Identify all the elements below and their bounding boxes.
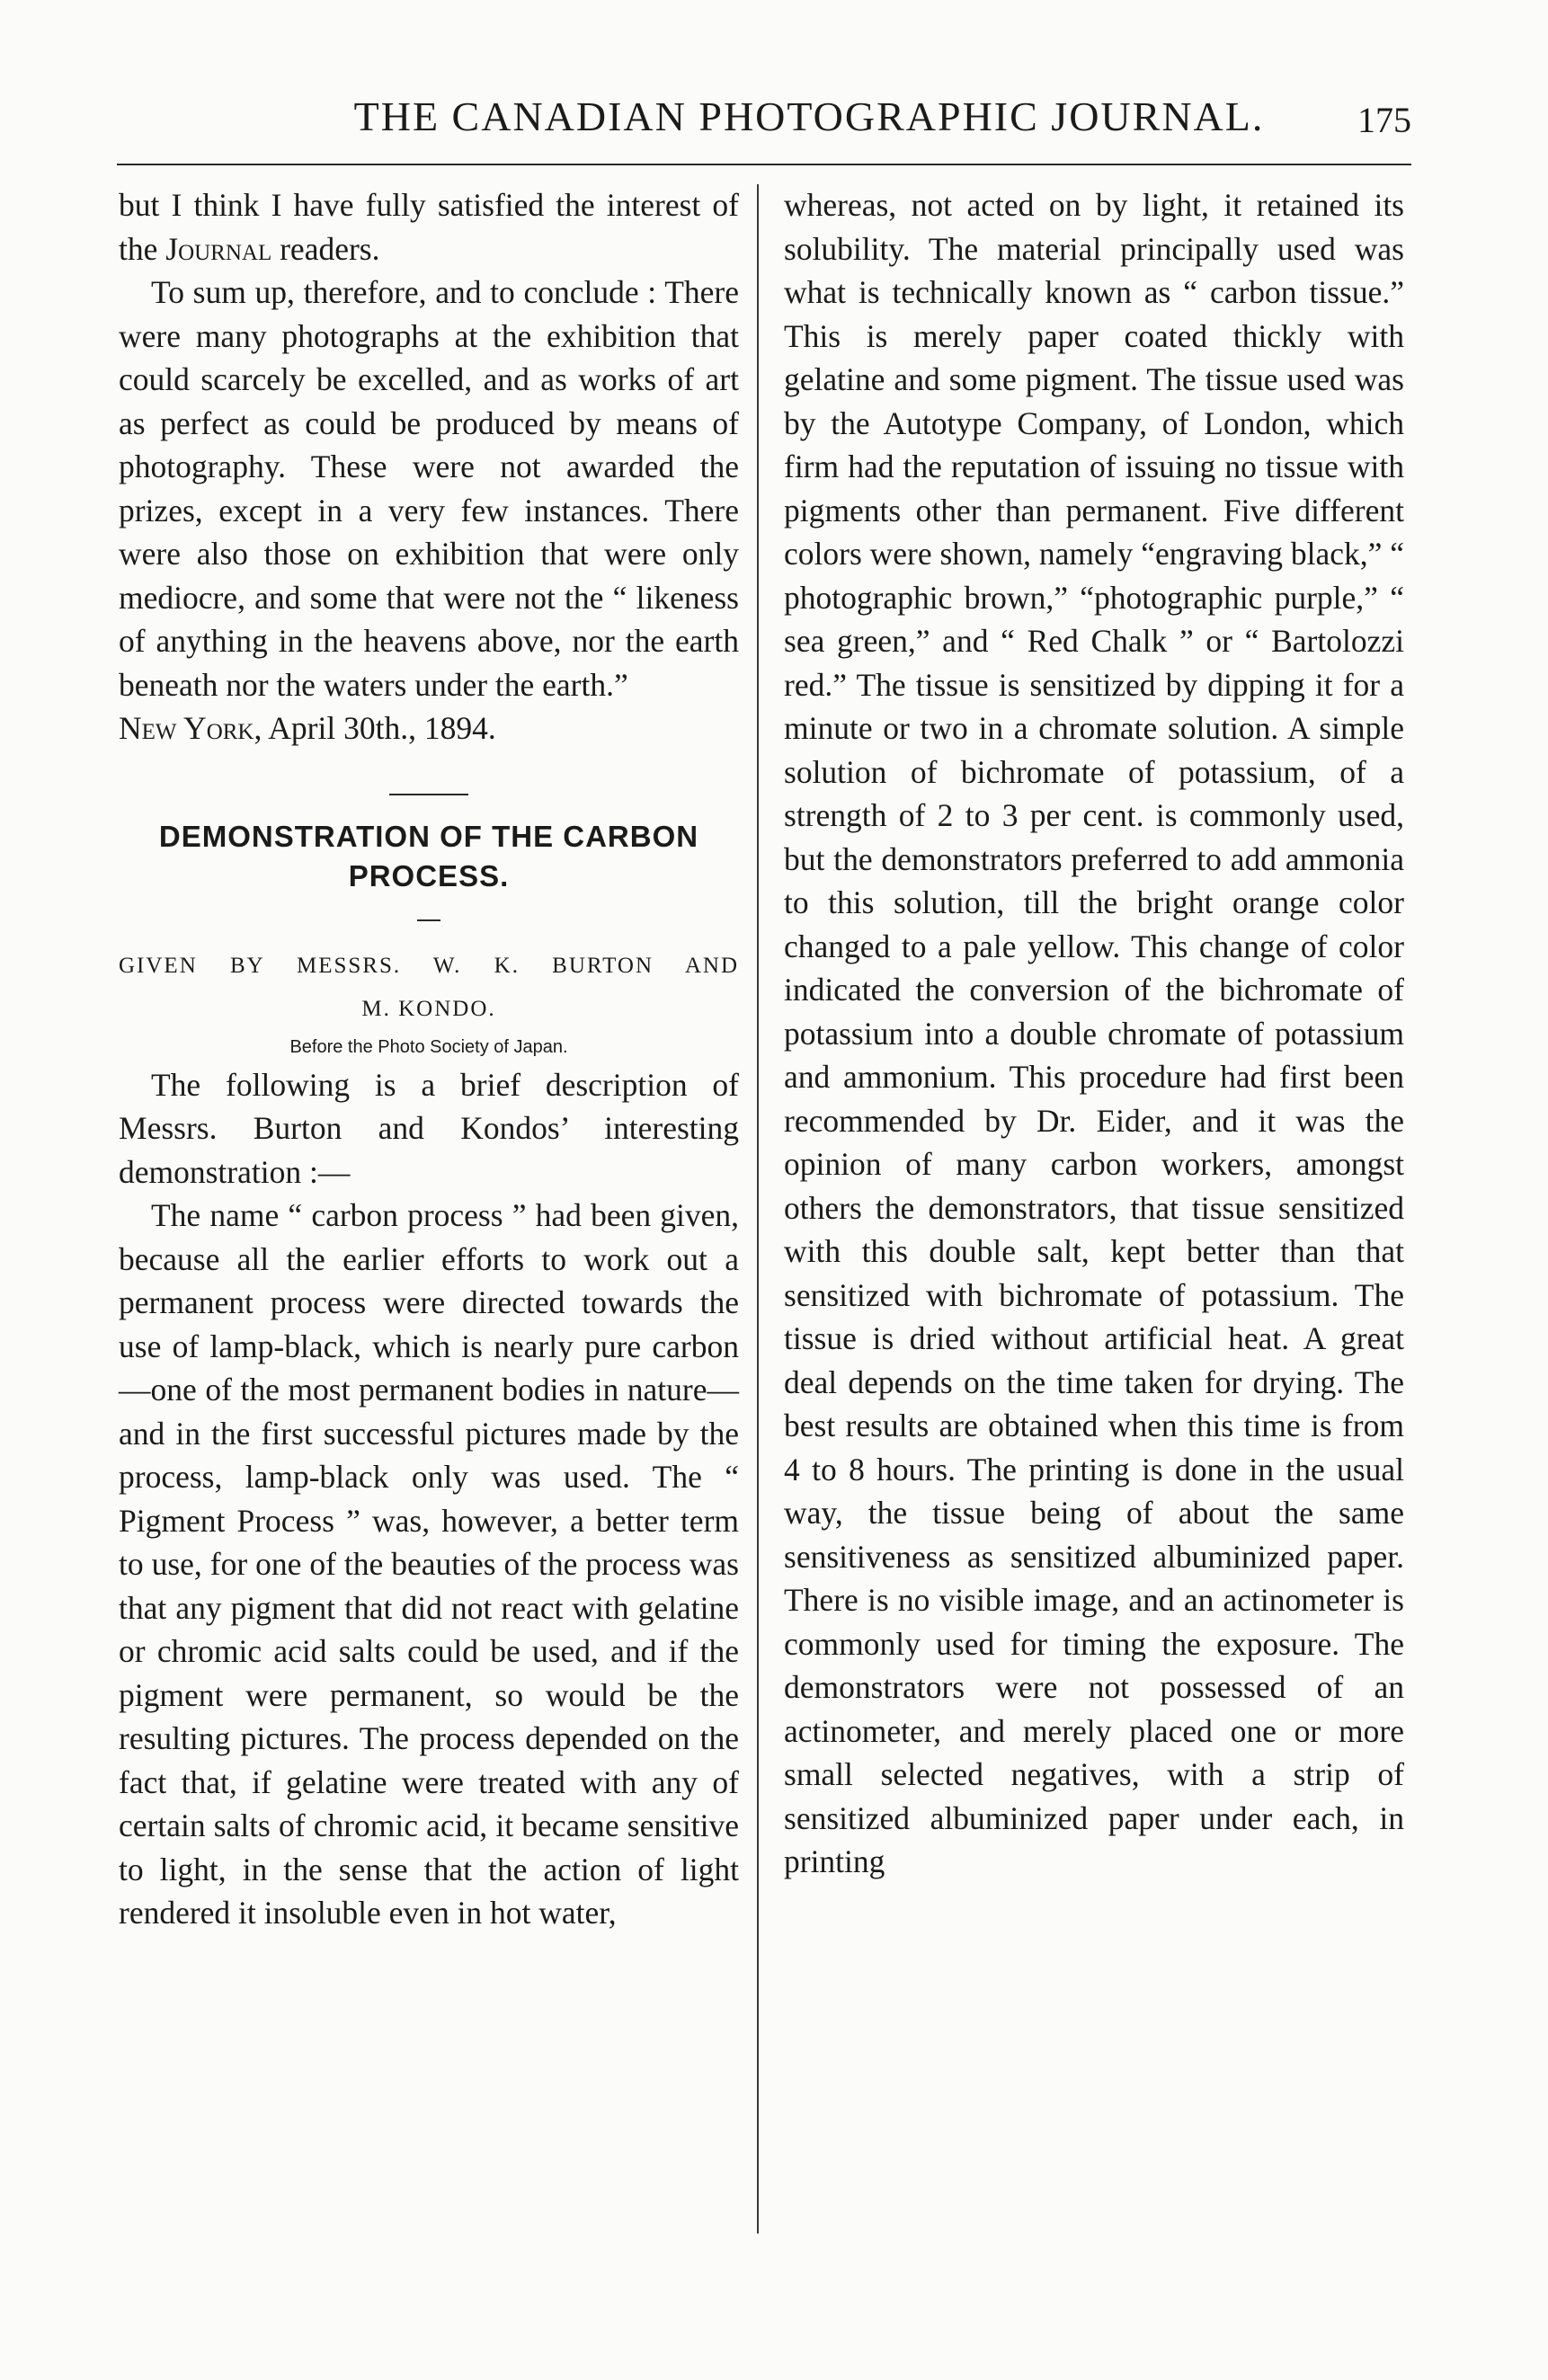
text-run: readers. (271, 230, 380, 267)
section-title-line: DEMONSTRATION OF THE CARBON (158, 819, 699, 853)
signoff (119, 706, 739, 750)
paragraph: whereas, not acted on by light, it retained its solubility. The material principally used was what is technically known as “ carbon tissue.” This is merely paper coated thickly with gelatine and some pigment. The tissue used was by the Autotype Company, of London, which firm had the reputation of issuing no tissue with pigments other than permanent. Five different colors were shown, namely “engraving black,” “ photographic brown,” “photographic purple,” “ sea green,” and “ Red Chalk ” or “ Bartolozzi red.” The tissue is sensitized by dipping it for a minute or two in a chromate solution. A simple solution of bichromate of potassium, of a strength of 2 to 3 per cent. is commonly used, but the demonstrators preferred to add ammonia to this solution, till the bright orange color changed to a pale yellow. This change of color indicated the conversion of the bichromate of potassium into a double chromate of potassium and ammonium. This procedure had first been recommended by Dr. Eider, and it was the opinion of many carbon workers, amongst others the demonstrators, that tissue sensitized with this double salt, kept better than that sensitized with bichromate of potassium. The tissue is dried without artificial heat. A great deal depends on the time taken for drying. The best results are obtained when this time is from 4 to 8 hours. The printing is done in the usual way, the tissue being of about the same sensitiveness as sensitized albuminized paper. There is no visible image, and an actinometer is commonly used for timing the exposure. The demonstrators were not possessed of an actinometer, and merely placed one or more small selected negatives, with a strip of sensitized albuminized paper under each, in printing (784, 187, 1405, 1879)
right-column (784, 183, 1404, 1884)
running-head (117, 90, 1411, 144)
journal-name: Journal (165, 230, 272, 267)
page-number: 175 (1357, 100, 1411, 140)
section-divider (389, 794, 468, 795)
byline-line: M. KONDO. (361, 996, 496, 1021)
byline (119, 945, 739, 1031)
column-divider (757, 184, 759, 2233)
section-title (119, 817, 739, 896)
header-rule (117, 164, 1411, 165)
section-title-line: PROCESS. (348, 858, 510, 892)
running-title: THE CANADIAN PHOTOGRAPHIC JOURNAL. (353, 93, 1265, 139)
byline-line: GIVEN BY MESSRS. W. K. BURTON AND (119, 953, 739, 978)
title-dash (417, 919, 440, 921)
paragraph (119, 183, 739, 271)
paragraph: The name “ carbon process ” had been given, because all the earlier efforts to work out a permanent process were directed towards the use of lamp-black, which is nearly pure carbon—one of the most permanent bodies in nature—and in the first successful pictures made by the process, lamp-black only was used. The “ Pigment Process ” was, however, a better term to use, for one of the beauties of the process was that any pigment that did not react with gelatine or chromic acid salts could be used, and if the pigment were permanent, so would be the resulting pictures. The process depended on the fact that, if gelatine were treated with any of certain salts of chromic acid, it became sensitive to light, in the sense that the action of light rendered it insoluble even in hot water, (119, 1197, 739, 1931)
paragraph: To sum up, therefore, and to conclude : There were many photographs at the exhibition that could scarcely be excelled, and as works of art as perfect as could be produced by means of photography. These were not awarded the prizes, except in a very few instances. There were also those on exhibition that were only mediocre, and some that were not the “ likeness of anything in the heavens above, nor the earth beneath nor the waters under the earth.” (119, 274, 739, 703)
signoff-date: April 30th., 1894. (262, 710, 496, 746)
venue-note: Before the Photo Society of Japan. (289, 1036, 568, 1057)
left-column (119, 183, 739, 1935)
paragraph: The following is a brief description of Messrs. Burton and Kondos’ interesting demonstration :— (119, 1066, 739, 1190)
signoff-place: New York, (119, 710, 262, 746)
text-run: but I think I have fully satisfied the interest of the (119, 187, 739, 267)
